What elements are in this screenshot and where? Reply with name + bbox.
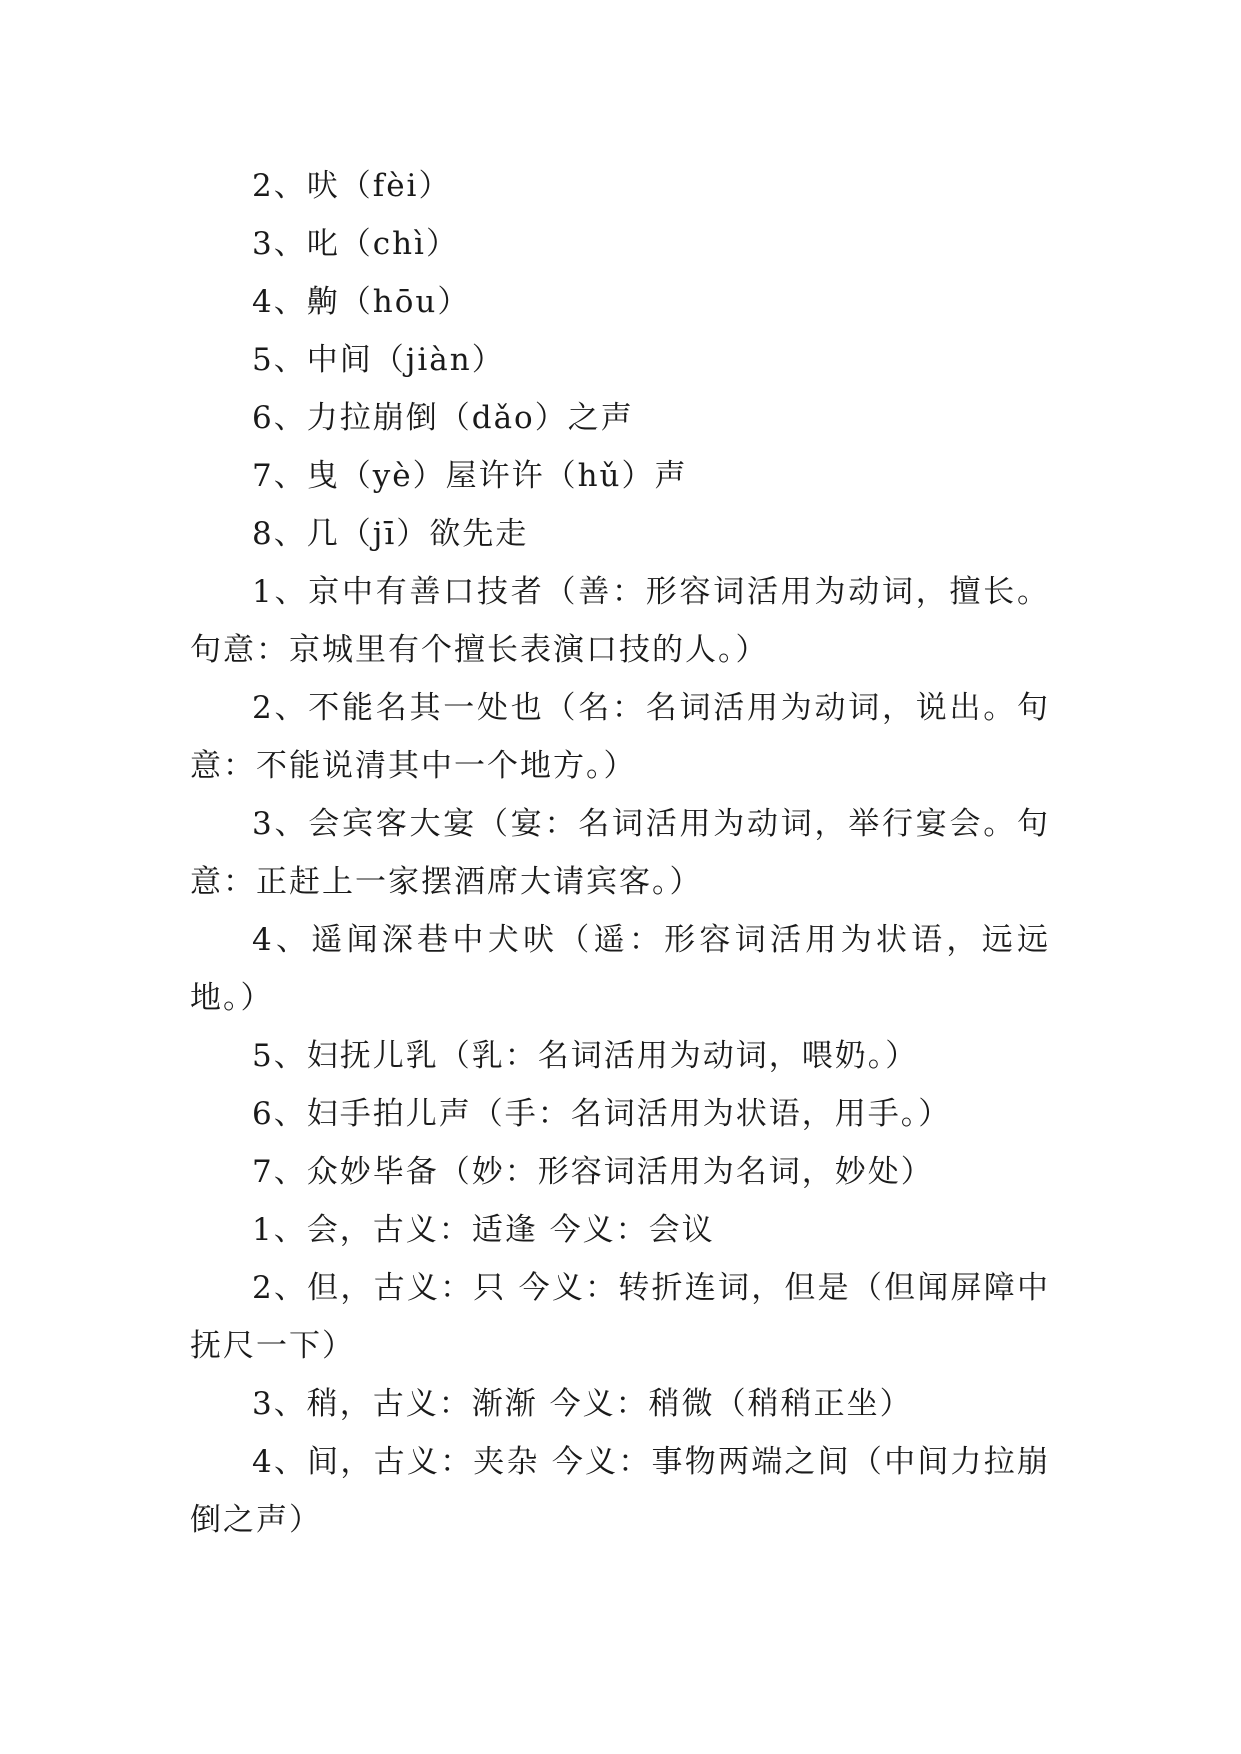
word-usage-item-1: 1、京中有善口技者（善：形容词活用为动词，擅长。句意：京城里有个擅长表演口技的人。）: [190, 574, 1050, 668]
pronunciation-item-2: 2、吠（fèi）: [252, 168, 452, 204]
pronunciation-item-6: 6、力拉崩倒（dǎo）之声: [252, 400, 634, 436]
word-usage-item-5: 5、妇抚儿乳（乳：名词活用为动词，喂奶。）: [252, 1038, 919, 1074]
pronunciation-item-7: 7、曳（yè）屋许许（hǔ）声: [252, 458, 688, 494]
meaning-item-1: 1、会，古义：适逢 今义：会议: [252, 1212, 715, 1248]
pronunciation-item-8: 8、几（jī）欲先走: [252, 516, 529, 552]
word-usage-item-2: 2、不能名其一处也（名：名词活用为动词，说出。句意：不能说清其中一个地方。）: [190, 690, 1050, 784]
pronunciation-item-4: 4、齁（hōu）: [252, 284, 471, 320]
meaning-item-3: 3、稍，古义：渐渐 今义：稍微（稍稍正坐）: [252, 1386, 913, 1422]
word-usage-item-3: 3、会宾客大宴（宴：名词活用为动词，举行宴会。句意：正赶上一家摆酒席大请宾客。）: [190, 806, 1050, 900]
word-usage-item-4: 4、遥闻深巷中犬吠（遥：形容词活用为状语，远远地。）: [190, 922, 1050, 1016]
pronunciation-item-3: 3、叱（chì）: [252, 226, 459, 262]
word-usage-item-7: 7、众妙毕备（妙：形容词活用为名词，妙处）: [252, 1154, 934, 1190]
word-usage-item-6: 6、妇手拍儿声（手：名词活用为状语，用手。）: [252, 1096, 952, 1132]
document-body: [190, 157, 1050, 1549]
meaning-item-2: 2、但，古义：只 今义：转折连词，但是（但闻屏障中抚尺一下）: [190, 1270, 1050, 1364]
meaning-item-4: 4、间，古义：夹杂 今义：事物两端之间（中间力拉崩倒之声）: [190, 1444, 1050, 1538]
pronunciation-item-5: 5、中间（jiàn）: [252, 342, 505, 378]
